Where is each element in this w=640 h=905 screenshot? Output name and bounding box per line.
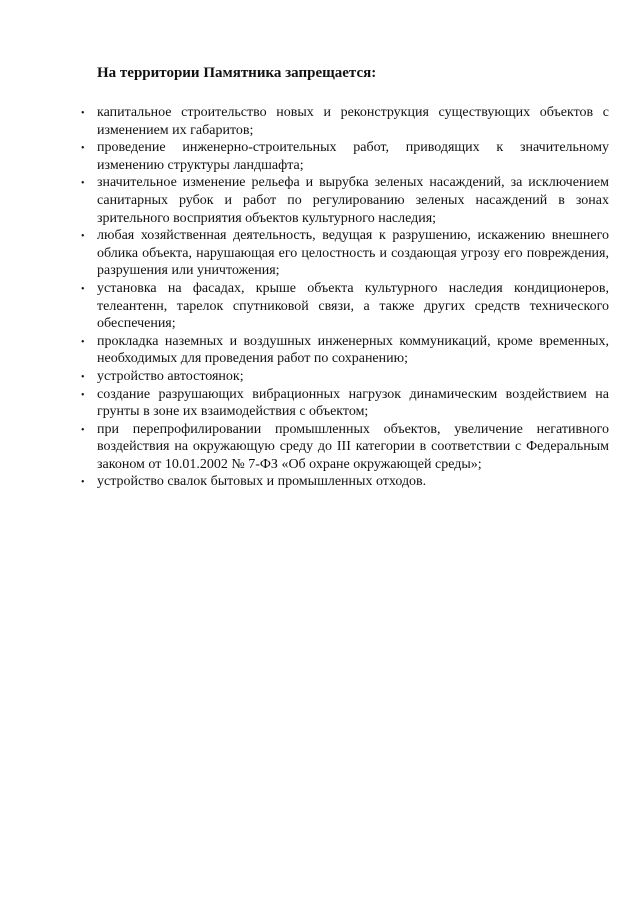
list-item-text: проведение инженерно-строительных работ, приводящих к значительному изменению структуры ландшафта;: [97, 140, 609, 173]
bullet-icon: •: [81, 336, 85, 348]
list-item-text: при перепрофилировании промышленных объектов, увеличение негативного воздействия на окружающую среду до III категории в соответствии с Федеральным законом от 10.01.2002 № 7-ФЗ «Об охране окружающей среды»;: [97, 421, 609, 472]
bullet-icon: •: [81, 143, 85, 155]
bullet-icon: •: [81, 371, 85, 383]
list-item: [0, 386, 640, 421]
list-item: [0, 333, 640, 368]
bullet-icon: •: [81, 108, 85, 119]
list-item: [0, 473, 640, 491]
bullet-icon: •: [81, 231, 85, 243]
list-item-text: прокладка наземных и воздушных инженерных коммуникаций, кроме временных, необходимых для проведения работ по сохранению;: [97, 333, 609, 367]
list-item: [0, 421, 640, 474]
list-item: [0, 139, 640, 174]
bullet-icon: •: [81, 424, 85, 436]
list-item-text: создание разрушающих вибрационных нагрузок динамическим воздействием на грунты в зоне их взаимодействия с объектом;: [97, 386, 609, 420]
bullet-icon: •: [81, 477, 85, 489]
list-item-text: устройство свалок бытовых и промышленных отходов.: [97, 474, 427, 490]
list-item-text: устройство автостоянок;: [97, 368, 244, 384]
list-item: [0, 280, 640, 333]
document-heading: На территории Памятника запрещается:: [97, 65, 377, 81]
list-item: [0, 368, 640, 386]
list-item-text: любая хозяйственная деятельность, ведущая к разрушению, искажению внешнего облика объекта, нарушающая его целостность и создающая угрозу его повреждения, разрушения или уничтожения;: [97, 228, 609, 279]
bullet-icon: •: [81, 283, 85, 295]
list-item-text: капитальное строительство новых и реконструкция существующих объектов с изменением их габаритов;: [97, 105, 609, 138]
bullet-icon: •: [81, 389, 85, 401]
list-item: [0, 104, 640, 139]
list-item: [0, 174, 640, 227]
prohibitions-list: [0, 104, 640, 491]
list-item-text: установка на фасадах, крыше объекта культурного наследия кондиционеров, телеантенн, тарелок спутниковой связи, а также других средств технического обеспечения;: [97, 280, 609, 332]
bullet-icon: •: [81, 178, 85, 190]
list-item-text: значительное изменение рельефа и вырубка зеленых насаждений, за исключением санитарных рубок и работ по регулированию зеленых насаждений в зонах зрительного восприятия объектов культурного наследия;: [97, 175, 609, 226]
list-item: [0, 227, 640, 280]
